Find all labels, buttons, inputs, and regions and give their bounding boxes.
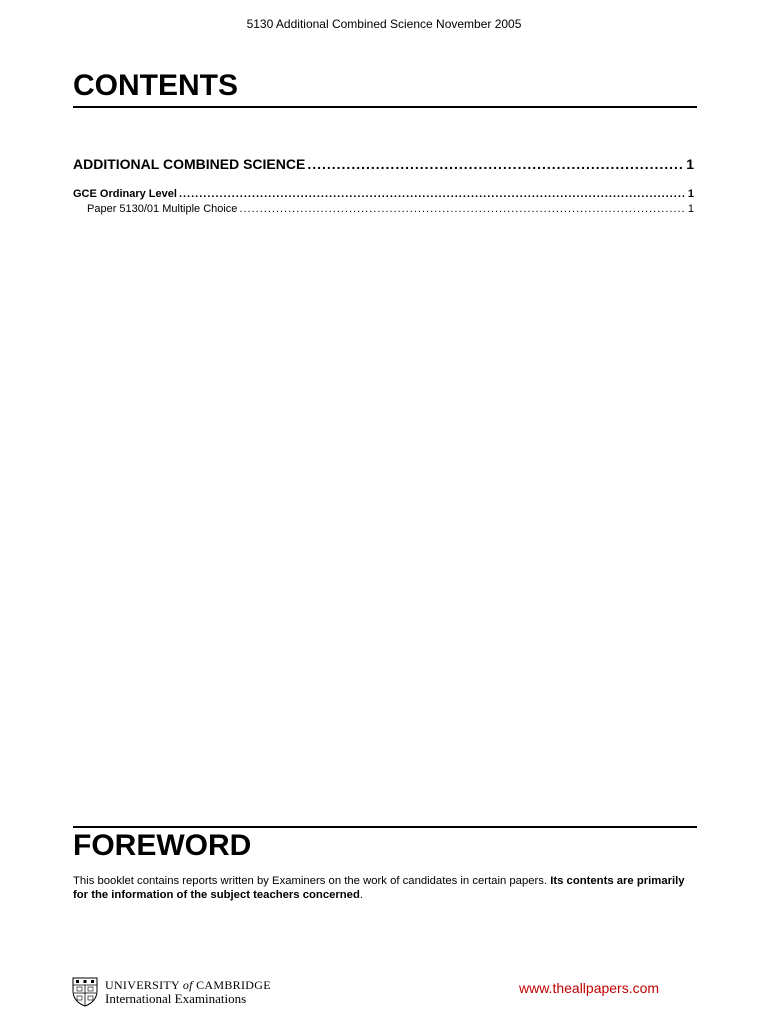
toc-dot-leader	[307, 156, 684, 172]
logo-word-of: of	[182, 978, 193, 992]
website-link[interactable]: www.theallpapers.com	[519, 980, 660, 996]
foreword-heading: FOREWORD	[73, 826, 697, 862]
contents-heading: CONTENTS	[73, 70, 697, 108]
toc-entry-label: ADDITIONAL COMBINED SCIENCE	[73, 156, 306, 172]
logo-word-university: UNIVERSITY	[105, 978, 180, 992]
toc-entry-label: Paper 5130/01 Multiple Choice	[87, 203, 238, 215]
toc-entry-level[interactable]	[73, 188, 694, 200]
logo-word-cambridge: CAMBRIDGE	[196, 978, 271, 992]
university-crest-icon	[72, 977, 98, 1007]
toc-entry-label: GCE Ordinary Level	[73, 188, 177, 200]
logo-subtitle: International Examinations	[105, 991, 247, 1006]
toc-dot-leader	[179, 188, 686, 200]
cambridge-logo	[72, 977, 271, 1007]
foreword-text-end: .	[359, 889, 364, 901]
foreword-paragraph	[73, 874, 697, 902]
toc-page-number: 1	[687, 188, 694, 200]
logo-university-name	[105, 978, 271, 992]
toc-dot-leader	[239, 203, 685, 215]
toc-page-number: 1	[686, 156, 694, 172]
foreword-text-bold: Its contents are primarily for the information of the subject teachers concerned	[73, 875, 685, 901]
foreword-text-normal: This booklet contains reports written by Examiners on the work of candidates in certain papers.	[73, 875, 551, 887]
toc-entry-paper[interactable]	[87, 203, 694, 215]
toc-entry-subject[interactable]	[73, 156, 694, 172]
toc-page-number: 1	[687, 203, 694, 215]
running-header: 5130 Additional Combined Science November 2005	[246, 17, 522, 31]
